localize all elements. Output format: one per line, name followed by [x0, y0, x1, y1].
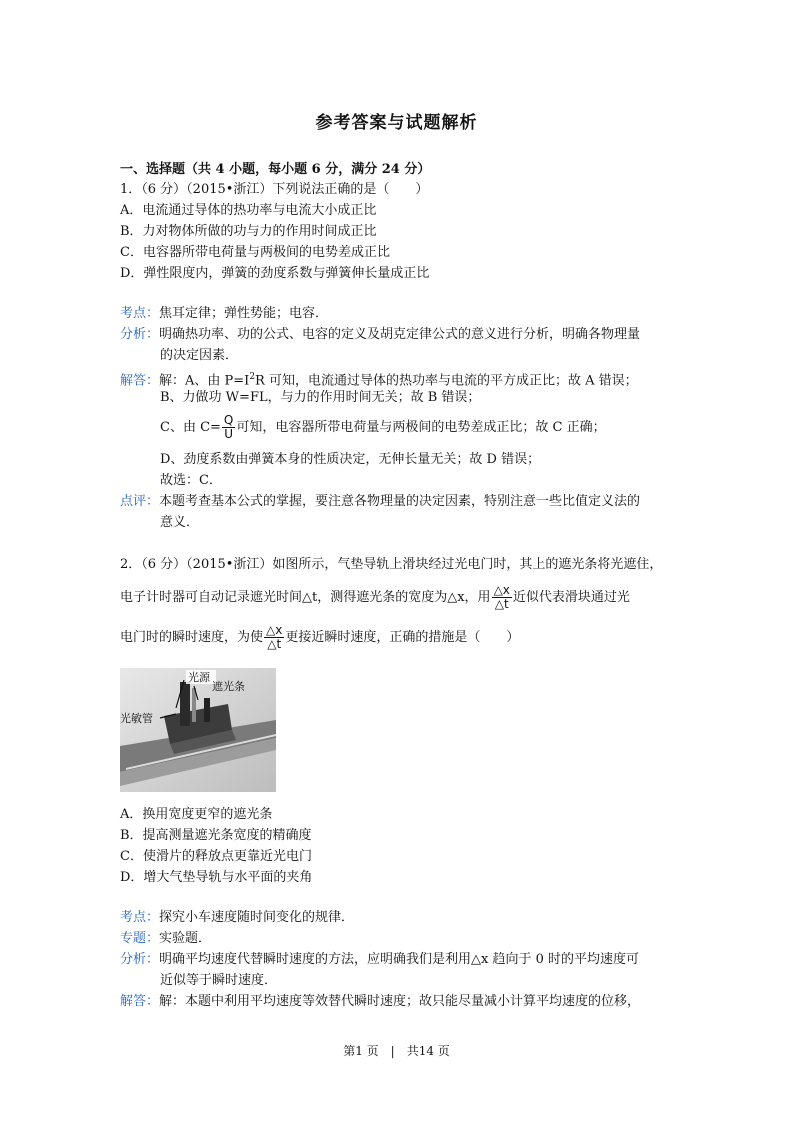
q1-jieda-line-1 — [120, 368, 638, 390]
q1-jieda-text-3b: 可知，电容器所带电荷量与两极间的电势差成正比；故 C 正确； — [236, 420, 606, 435]
q1-fenxi-label: 分析： — [120, 327, 160, 342]
figure-label-shading-strip: 遮光条 — [212, 680, 245, 693]
q2-fenxi — [120, 951, 639, 969]
q2-stem-3a: 电门时的瞬时速度，为使 — [120, 630, 264, 645]
q1-option-c: C．电容器所带电荷量与两极间的电势差成正比 — [120, 245, 390, 260]
q2-kaodian-label: 考点： — [120, 910, 160, 925]
q1-kaodian-label: 考点： — [120, 306, 160, 321]
q1-fraction-den: U — [224, 427, 234, 441]
q2-stem-2 — [120, 584, 630, 611]
q2-fraction-1-den: △t — [494, 597, 509, 611]
q1-fenxi-text-2: 的决定因素． — [160, 348, 239, 363]
q1-dianping-label: 点评： — [120, 494, 160, 509]
q1-kaodian-text: 焦耳定律；弹性势能；电容． — [159, 306, 329, 321]
q1-jieda-line-3 — [160, 414, 606, 441]
q1-dianping-text-2: 意义． — [160, 515, 200, 530]
q2-fraction-2-den: △t — [267, 637, 282, 651]
q2-stem-3b: 更接近瞬时速度，正确的措施是（ ） — [285, 630, 520, 645]
page-footer: 第1 页 | 共14 页 — [343, 1044, 450, 1058]
q1-dianping — [120, 493, 640, 511]
q1-jieda-line-4: D、劲度系数由弹簧本身的性质决定，无伸长量无关；故 D 错误； — [160, 452, 541, 467]
figure-label-light-source: 光源 — [188, 671, 210, 684]
q1-jieda-text-1b: R 可知，电流通过导体的热功率与电流的平方成正比；故 A 错误； — [255, 373, 638, 389]
q1-jieda-label: 解答： — [120, 373, 160, 389]
q1-jieda-line-5: 故选：C． — [160, 473, 222, 488]
q2-fraction-2-num: △x — [266, 623, 283, 637]
q1-jieda-text-1a: 解：A、由 P=I — [159, 373, 250, 389]
section-heading: 一、选择题（共 4 小题，每小题 6 分，满分 24 分） — [120, 162, 431, 177]
q1-option-b: B．力对物体所做的功与力的作用时间成正比 — [120, 224, 377, 239]
q1-stem: 1．（6 分）（2015•浙江）下列说法正确的是（ ） — [120, 182, 429, 197]
q2-fenxi-label: 分析： — [120, 952, 160, 967]
q2-kaodian-text: 探究小车速度随时间变化的规律． — [159, 910, 355, 925]
q2-option-a: A．换用宽度更窄的遮光条 — [120, 807, 273, 822]
q2-stem-3 — [120, 624, 519, 651]
q1-jieda-sup: 2 — [249, 372, 256, 382]
page-title: 参考答案与试题解析 — [315, 113, 478, 133]
q2-fenxi-text-2: 近似等于瞬时速度． — [160, 973, 278, 988]
q2-option-d: D．增大气垫导轨与水平面的夹角 — [120, 870, 313, 885]
q1-fenxi-text-1: 明确热功率、功的公式、电容的定义及胡克定律公式的意义进行分析，明确各物理量 — [159, 327, 641, 342]
q2-stem-1: 2．（6 分）（2015•浙江）如图所示，气垫导轨上滑块经过光电门时，其上的遮光条将光遮住， — [120, 557, 663, 572]
q2-jieda-label: 解答： — [120, 994, 160, 1009]
q2-kaodian — [120, 909, 354, 927]
q2-zhuanti-text: 实验题． — [159, 931, 212, 946]
q1-option-a: A．电流通过导体的热功率与电流大小成正比 — [120, 203, 377, 218]
q2-jieda-text: 解：本题中利用平均速度等效替代瞬时速度；故只能尽量减小计算平均速度的位移， — [159, 994, 641, 1009]
q2-zhuanti-label: 专题： — [120, 931, 160, 946]
air-track-photo — [120, 668, 276, 792]
q2-jieda — [120, 993, 640, 1011]
q1-kaodian — [120, 305, 328, 323]
q1-jieda-text-3a: C、由 C= — [160, 420, 221, 435]
q1-fenxi — [120, 326, 640, 344]
q1-fraction — [222, 414, 235, 441]
q2-fraction-2 — [264, 624, 284, 651]
q1-option-d: D．弹性限度内，弹簧的劲度系数与弹簧伸长量成正比 — [120, 266, 430, 281]
q2-stem-2b: 近似代表滑块通过光 — [512, 590, 630, 605]
q2-fenxi-text-1: 明确平均速度代替瞬时速度的方法，应明确我们是利用△x 趋向于 0 时的平均速度可 — [159, 952, 640, 967]
q1-jieda-line-2: B、力做功 W=FL，与力的作用时间无关；故 B 错误； — [160, 390, 481, 405]
figure-label-photosensor: 光敏管 — [120, 712, 153, 725]
q2-fraction-1-num: △x — [493, 583, 510, 597]
q2-zhuanti — [120, 930, 211, 948]
q2-option-b: B．提高测量遮光条宽度的精确度 — [120, 828, 312, 843]
q2-fraction-1 — [492, 584, 512, 611]
q1-fraction-num: Q — [223, 413, 234, 427]
q2-option-c: C．使滑片的释放点更靠近光电门 — [120, 849, 312, 864]
q2-stem-2a: 电子计时器可自动记录遮光时间△t，测得遮光条的宽度为△x，用 — [120, 590, 491, 605]
q1-dianping-text-1: 本题考查基本公式的掌握，要注意各物理量的决定因素，特别注意一些比值定义法的 — [159, 494, 641, 509]
